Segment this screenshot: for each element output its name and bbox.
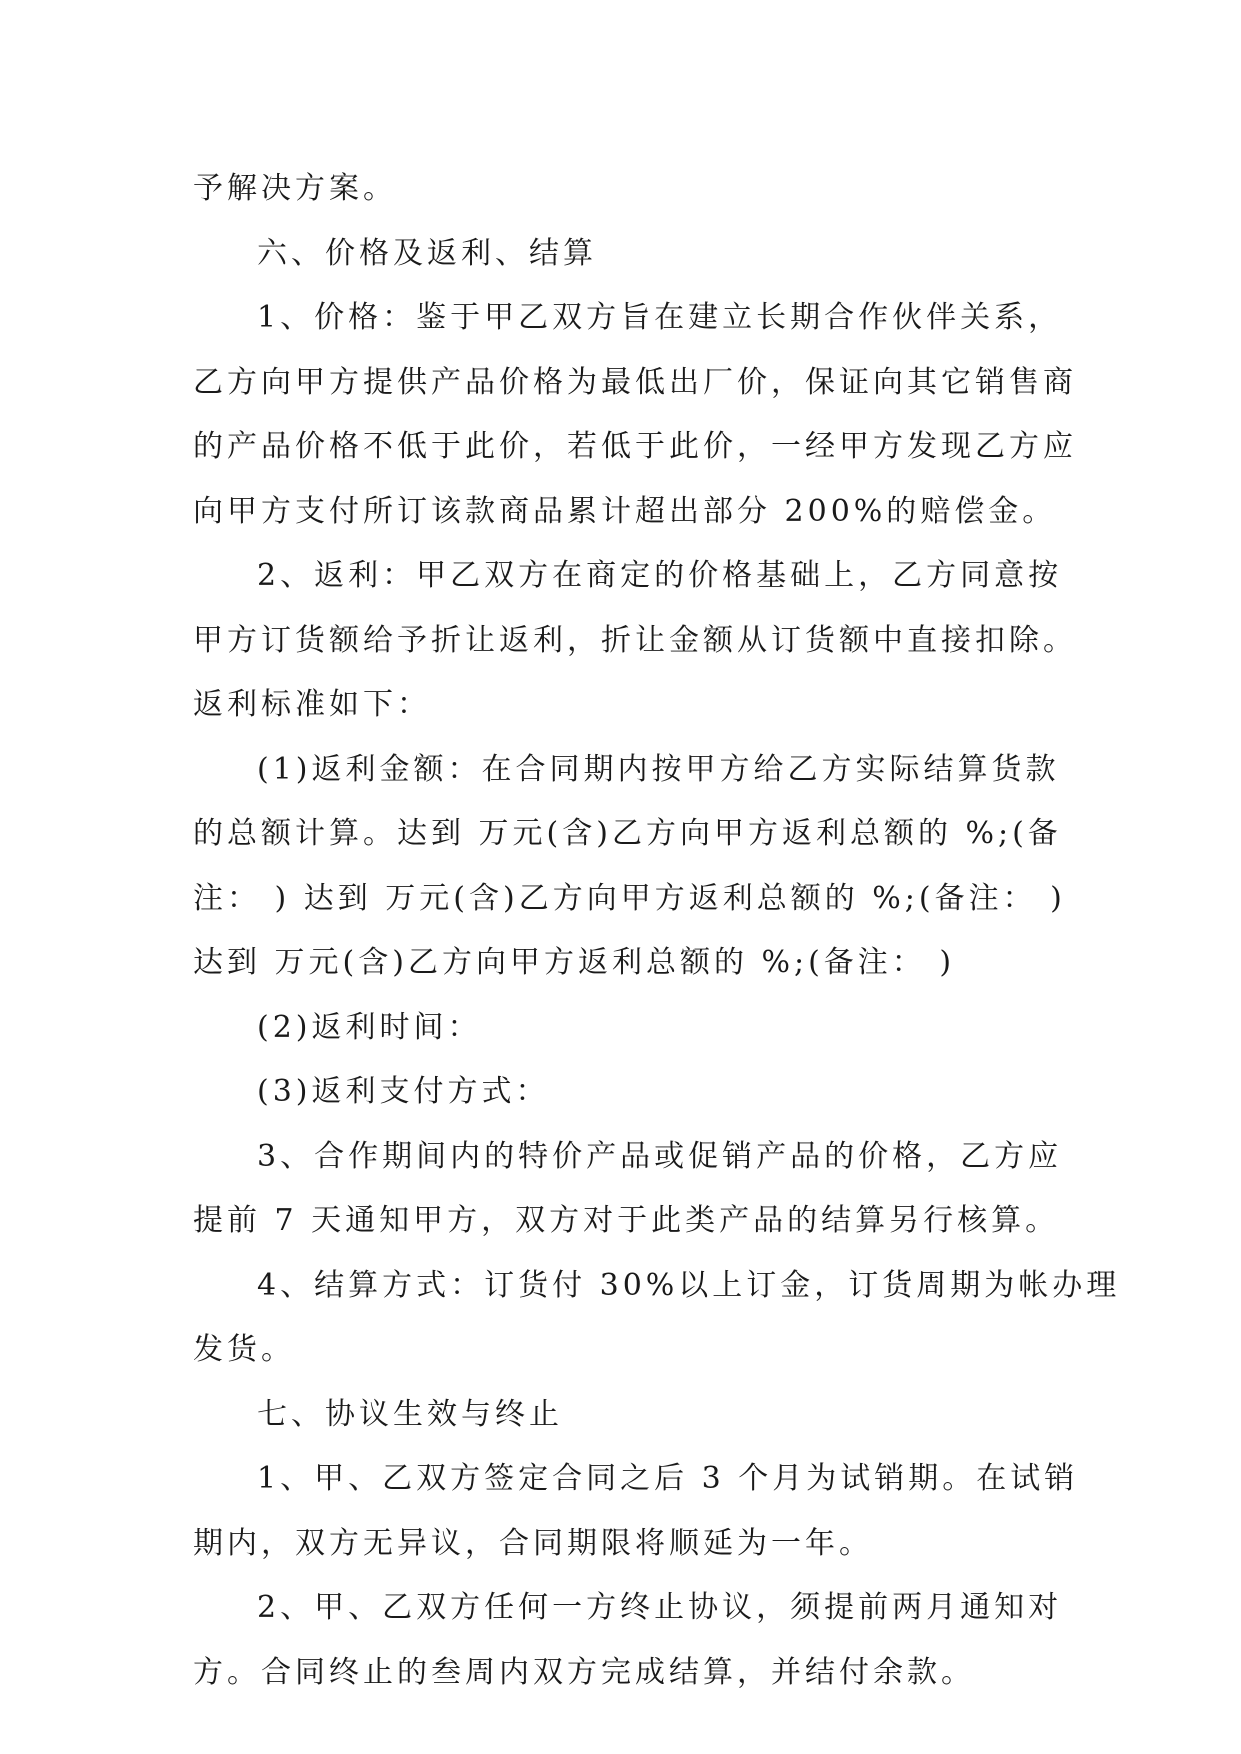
text-line: 期内，双方无异议，合同期限将顺延为一年。 bbox=[193, 1525, 873, 1561]
text-line: 2、返利：甲乙双方在商定的价格基础上，乙方同意按 bbox=[257, 558, 1063, 593]
text-line: 3、合作期间内的特价产品或促销产品的价格，乙方应 bbox=[257, 1138, 1063, 1174]
text-line: 2、甲、乙双方任何一方终止协议，须提前两月通知对 bbox=[257, 1590, 1063, 1625]
text-line: (1)返利金额：在合同期内按甲方给乙方实际结算货款 bbox=[257, 751, 1060, 787]
text-line: (2)返利时间： bbox=[257, 1009, 482, 1045]
text-line: 返利标准如下： bbox=[193, 687, 431, 722]
text-line: 的总额计算。达到 万元(含)乙方向甲方返利总额的 %;(备 bbox=[193, 816, 1062, 851]
text-line: 向甲方支付所订该款商品累计超出部分 200%的赔偿金。 bbox=[193, 493, 1057, 529]
text-line: 乙方向甲方提供产品价格为最低出厂价，保证向其它销售商 bbox=[193, 364, 1077, 400]
text-line: 4、结算方式：订货付 30%以上订金，订货周期为帐办理 bbox=[257, 1267, 1121, 1303]
section-heading: 六、价格及返利、结算 bbox=[257, 235, 597, 271]
text-line: 1、价格：鉴于甲乙双方旨在建立长期合作伙伴关系， bbox=[257, 300, 1063, 335]
text-line: 1、甲、乙双方签定合同之后 3 个月为试销期。在试销 bbox=[257, 1461, 1079, 1496]
text-line: 提前 7 天通知甲方，双方对于此类产品的结算另行核算。 bbox=[193, 1203, 1060, 1238]
section-heading: 七、协议生效与终止 bbox=[257, 1396, 563, 1432]
text-line: (3)返利支付方式： bbox=[257, 1074, 550, 1109]
text-line: 注： ) 达到 万元(含)乙方向甲方返利总额的 %;(备注： ) bbox=[193, 880, 1066, 916]
text-line: 予解决方案。 bbox=[193, 171, 397, 206]
document-page bbox=[193, 157, 1121, 1705]
text-line: 的产品价格不低于此价，若低于此价，一经甲方发现乙方应 bbox=[193, 429, 1077, 464]
text-line: 方。合同终止的叁周内双方完成结算，并结付余款。 bbox=[193, 1654, 975, 1690]
text-line: 发货。 bbox=[193, 1332, 295, 1367]
text-line: 达到 万元(含)乙方向甲方返利总额的 %;(备注： ) bbox=[193, 945, 956, 980]
text-line: 甲方订货额给予折让返利，折让金额从订货额中直接扣除。 bbox=[193, 622, 1077, 658]
